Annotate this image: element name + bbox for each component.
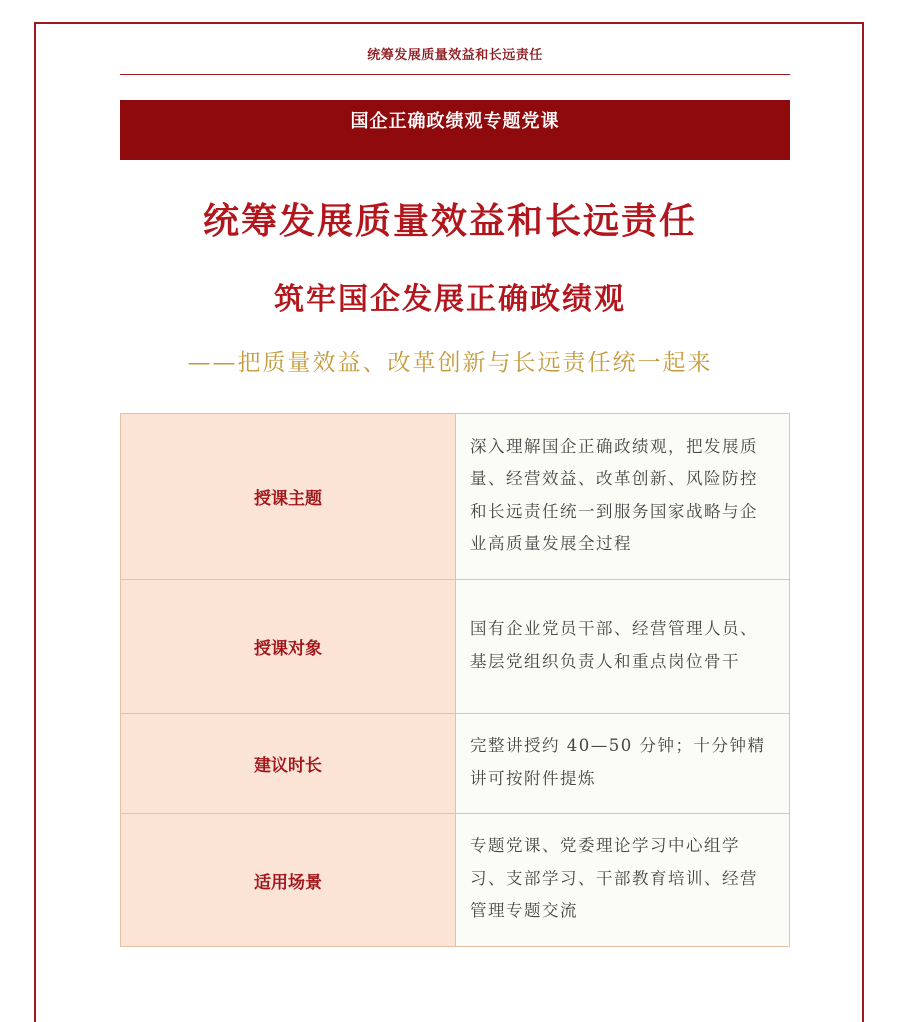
row-label-scenarios: 适用场景 — [121, 814, 456, 947]
row-label-duration: 建议时长 — [121, 714, 456, 814]
row-label-audience: 授课对象 — [121, 580, 456, 714]
row-label-topic: 授课主题 — [121, 414, 456, 580]
sub-title: 筑牢国企发展正确政绩观 — [274, 282, 626, 317]
row-value-audience: 国有企业党员干部、经营管理人员、基层党组织负责人和重点岗位骨干 — [456, 580, 790, 714]
header-divider — [120, 74, 790, 75]
topic-banner: 国企正确政绩观专题党课 — [120, 100, 790, 160]
tagline: ——把质量效益、改革创新与长远责任统一起来 — [187, 350, 713, 376]
table-row — [121, 714, 790, 814]
row-value-duration: 完整讲授约 40—50 分钟；十分钟精讲可按附件提炼 — [456, 714, 790, 814]
main-title: 统筹发展质量效益和长远责任 — [202, 201, 697, 242]
row-value-scenarios: 专题党课、党委理论学习中心组学习、支部学习、干部教育培训、经营管理专题交流 — [456, 814, 790, 947]
table-row — [121, 414, 790, 580]
row-value-topic: 深入理解国企正确政绩观，把发展质量、经营效益、改革创新、风险防控和长远责任统一到服务国家战略与企业高质量发展全过程 — [456, 414, 790, 580]
table-row — [121, 580, 790, 714]
course-info-table — [120, 413, 790, 947]
running-header: 统筹发展质量效益和长远责任 — [367, 48, 543, 63]
table-row — [121, 814, 790, 947]
